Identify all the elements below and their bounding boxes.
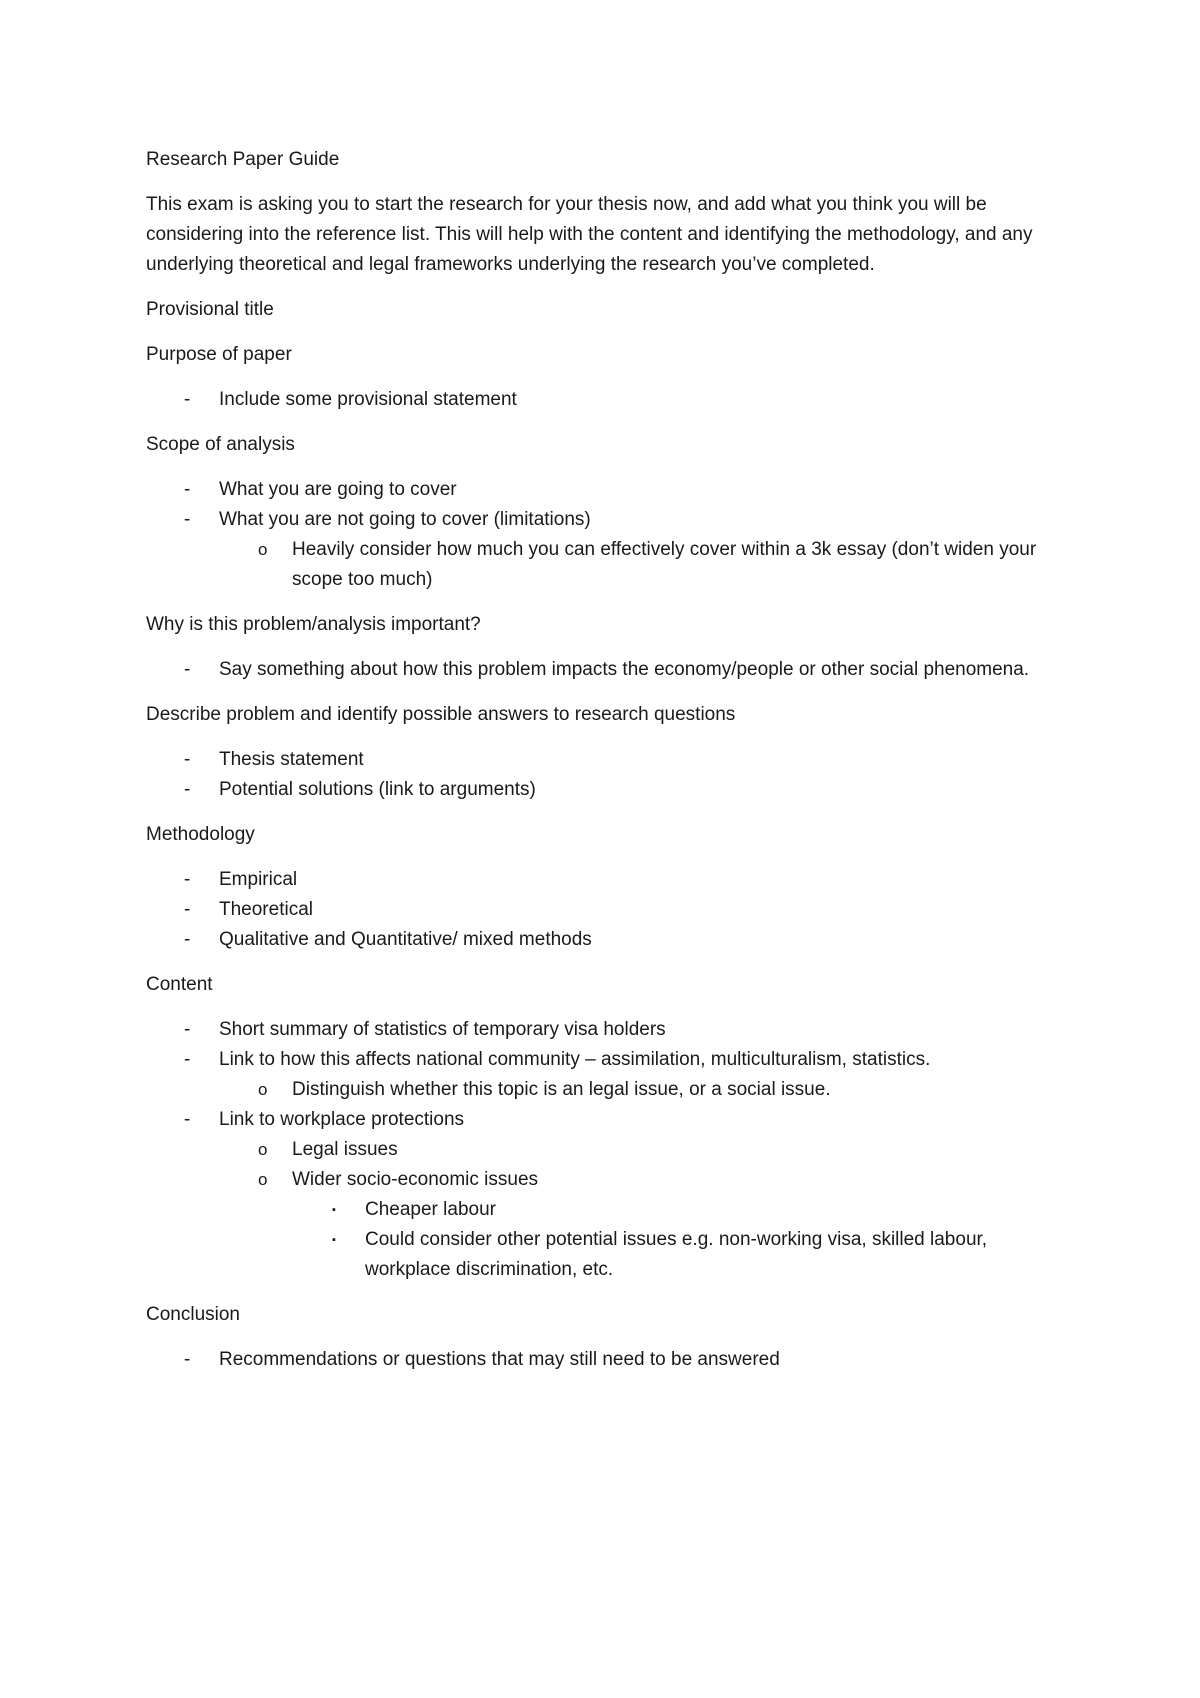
list-item (146, 1165, 1066, 1195)
list-item (146, 775, 1066, 805)
circle-bullet: o (258, 1080, 268, 1099)
scope-list (146, 475, 1066, 595)
section-heading-describe-problem: Describe problem and identify possible answers to research questions (146, 704, 736, 725)
section-heading-conclusion: Conclusion (146, 1304, 240, 1325)
describe-problem-list (146, 745, 1066, 805)
list-item (146, 1135, 1066, 1165)
dash-bullet: - (184, 1109, 191, 1130)
list-item-text: What you are not going to cover (limitations) (219, 509, 591, 530)
dash-bullet: - (184, 749, 191, 770)
dash-bullet: - (184, 1019, 191, 1040)
section-heading-purpose: Purpose of paper (146, 344, 292, 365)
list-item-text: Potential solutions (link to arguments) (219, 779, 536, 800)
square-bullet: ▪ (332, 1204, 336, 1216)
list-item-text: Distinguish whether this topic is an legal issue, or a social issue. (292, 1079, 831, 1100)
list-item (146, 895, 1066, 925)
list-item-text: Could consider other potential issues e.g. non-working visa, skilled labour, workplace discrimination, etc. (365, 1229, 988, 1280)
list-item-text: Qualitative and Quantitative/ mixed methods (219, 929, 592, 950)
list-item-text: Wider socio-economic issues (292, 1169, 539, 1190)
circle-bullet: o (258, 1140, 268, 1159)
section-heading-importance: Why is this problem/analysis important? (146, 614, 481, 635)
list-item (146, 745, 1066, 775)
dash-bullet: - (184, 509, 191, 530)
content-list (146, 1015, 1066, 1285)
list-item-text: Legal issues (292, 1139, 398, 1160)
circle-bullet: o (258, 540, 268, 559)
list-item-text: Link to how this affects national community – assimilation, multiculturalism, statistics. (219, 1049, 931, 1070)
list-item-text: Empirical (219, 869, 298, 890)
document-body (146, 145, 1066, 1390)
document-title: Research Paper Guide (146, 149, 340, 170)
importance-list (146, 655, 1066, 685)
section-heading-content: Content (146, 974, 213, 995)
dash-bullet: - (184, 1349, 191, 1370)
list-item (146, 1195, 1066, 1225)
dash-bullet: - (184, 779, 191, 800)
list-item-text: Heavily consider how much you can effectively cover within a 3k essay (don’t widen your scope too much) (292, 539, 1037, 590)
list-item (146, 535, 1066, 595)
section-heading-methodology: Methodology (146, 824, 255, 845)
list-item-text: Short summary of statistics of temporary visa holders (219, 1019, 666, 1040)
list-item (146, 1075, 1066, 1105)
purpose-list (146, 385, 1066, 415)
section-heading-scope: Scope of analysis (146, 434, 295, 455)
list-item-text: Say something about how this problem impacts the economy/people or other social phenomena. (219, 659, 1030, 680)
section-heading-provisional-title: Provisional title (146, 299, 274, 320)
list-item (146, 925, 1066, 955)
list-item-text: Cheaper labour (365, 1199, 496, 1220)
list-item (146, 505, 1066, 535)
dash-bullet: - (184, 479, 191, 500)
list-item (146, 1225, 1066, 1285)
dash-bullet: - (184, 1049, 191, 1070)
list-item-text: What you are going to cover (219, 479, 457, 500)
list-item (146, 385, 1066, 415)
list-item-text: Thesis statement (219, 749, 364, 770)
list-item (146, 655, 1066, 685)
list-item (146, 1015, 1066, 1045)
list-item (146, 1045, 1066, 1075)
list-item-text: Include some provisional statement (219, 389, 517, 410)
intro-paragraph: This exam is asking you to start the research for your thesis now, and add what you think you will be considering into the reference list. This will help with the content and identifying the methodology, and any underlying theoretical and legal frameworks underlying the research you’ve completed. (146, 194, 1033, 275)
square-bullet: ▪ (332, 1234, 336, 1246)
circle-bullet: o (258, 1170, 268, 1189)
dash-bullet: - (184, 659, 191, 680)
dash-bullet: - (184, 869, 191, 890)
dash-bullet: - (184, 929, 191, 950)
list-item-text: Recommendations or questions that may still need to be answered (219, 1349, 780, 1370)
list-item (146, 865, 1066, 895)
list-item-text: Theoretical (219, 899, 313, 920)
conclusion-list (146, 1345, 1066, 1375)
dash-bullet: - (184, 899, 191, 920)
dash-bullet: - (184, 389, 191, 410)
list-item (146, 475, 1066, 505)
list-item-text: Link to workplace protections (219, 1109, 465, 1130)
list-item (146, 1345, 1066, 1375)
list-item (146, 1105, 1066, 1135)
methodology-list (146, 865, 1066, 955)
